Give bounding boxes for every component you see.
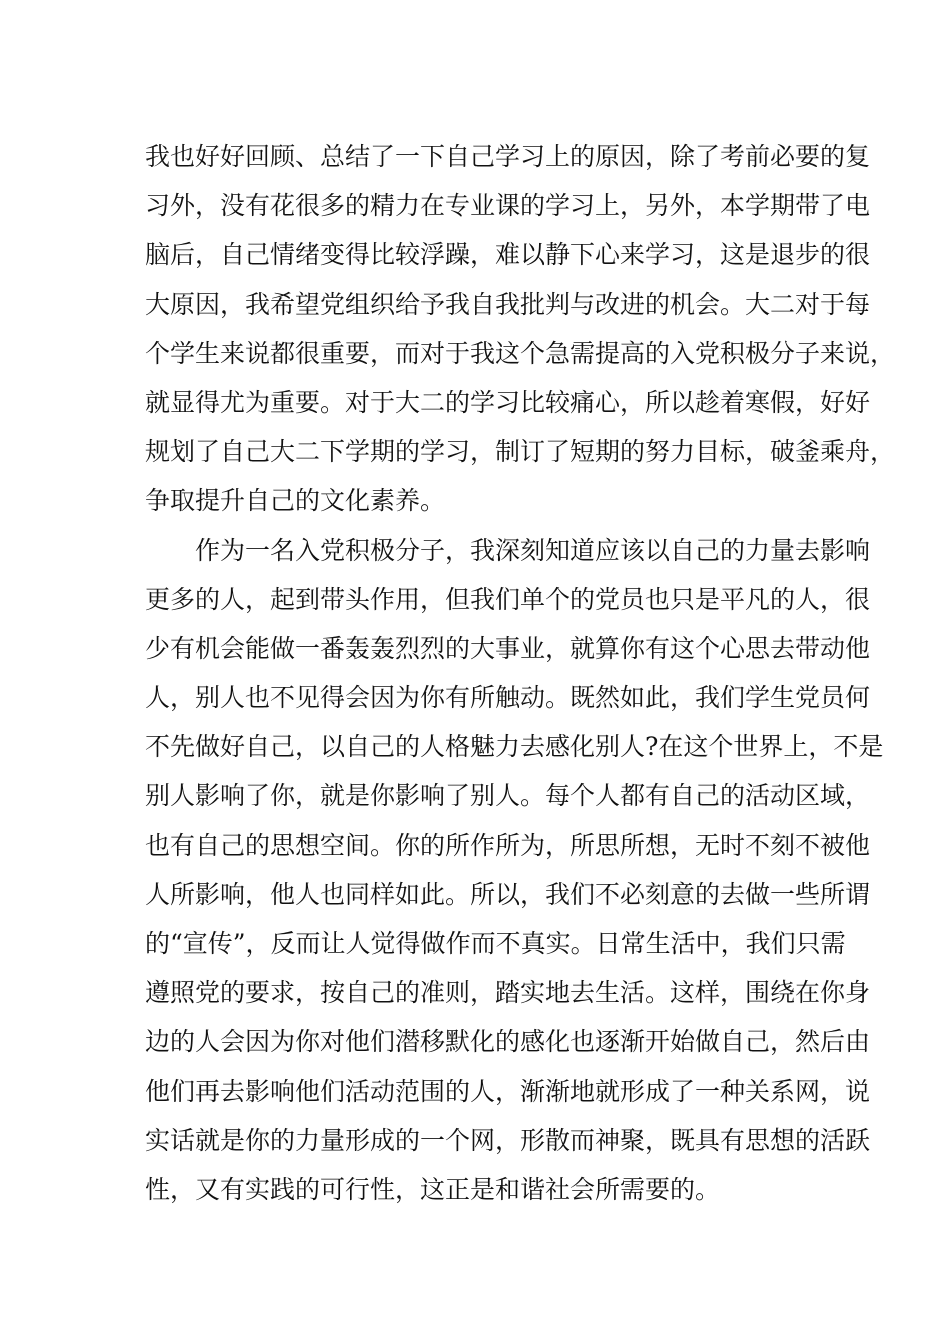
paragraph-line: 遵照党的要求，按自己的准则，踏实地去生活。这样，围绕在你身 xyxy=(145,978,871,1008)
paragraph-line: 少有机会能做一番轰轰烈烈的大事业，就算你有这个心思去带动他 xyxy=(145,633,871,663)
paragraph-line: 别人影响了你，就是你影响了别人。每个人都有自己的活动区域， xyxy=(145,781,871,811)
paragraph-line: 规划了自己大二下学期的学习，制订了短期的努力目标，破釜乘舟， xyxy=(145,437,896,467)
document-body xyxy=(145,132,896,1214)
paragraph-line: 边的人会因为你对他们潜移默化的感化也逐渐开始做自己，然后由 xyxy=(145,1027,871,1057)
paragraph-line: 的“宣传”，反而让人觉得做作而不真实。日常生活中，我们只需 xyxy=(145,929,846,958)
paragraph-line: 争取提升自己的文化素养。 xyxy=(145,486,446,516)
paragraph-1 xyxy=(145,132,896,526)
paragraph-line: 个学生来说都很重要，而对于我这个急需提高的入党积极分子来说， xyxy=(145,338,896,368)
paragraph-line: 性，又有实践的可行性，这正是和谐社会所需要的。 xyxy=(145,1174,721,1204)
paragraph-line: 作为一名入党积极分子，我深刻知道应该以自己的力量去影响 xyxy=(195,535,871,565)
paragraph-line: 大原因，我希望党组织给予我自我批判与改进的机会。大二对于每 xyxy=(145,289,871,319)
paragraph-line: 习外，没有花很多的精力在专业课的学习上，另外，本学期带了电 xyxy=(145,191,871,221)
paragraph-line: 人所影响，他人也同样如此。所以，我们不必刻意的去做一些所谓 xyxy=(145,879,871,909)
paragraph-line: 实话就是你的力量形成的一个网，形散而神聚，既具有思想的活跃 xyxy=(145,1125,871,1155)
paragraph-line: 不先做好自己，以自己的人格魅力去感化别人?在这个世界上，不是 xyxy=(145,732,884,762)
paragraph-line: 我也好好回顾、总结了一下自己学习上的原因，除了考前必要的复 xyxy=(145,142,871,171)
paragraph-line: 也有自己的思想空间。你的所作所为，所思所想，无时不刻不被他 xyxy=(145,830,871,860)
paragraph-line: 人，别人也不见得会因为你有所触动。既然如此，我们学生党员何 xyxy=(145,683,871,713)
paragraph-2 xyxy=(145,526,884,1215)
paragraph-line: 脑后，自己情绪变得比较浮躁，难以静下心来学习，这是退步的很 xyxy=(145,240,871,270)
paragraph-line: 他们再去影响他们活动范围的人，渐渐地就形成了一种关系网，说 xyxy=(145,1076,871,1106)
paragraph-line: 就显得尤为重要。对于大二的学习比较痛心，所以趁着寒假，好好 xyxy=(145,387,871,417)
paragraph-line: 更多的人，起到带头作用，但我们单个的党员也只是平凡的人，很 xyxy=(145,584,871,614)
